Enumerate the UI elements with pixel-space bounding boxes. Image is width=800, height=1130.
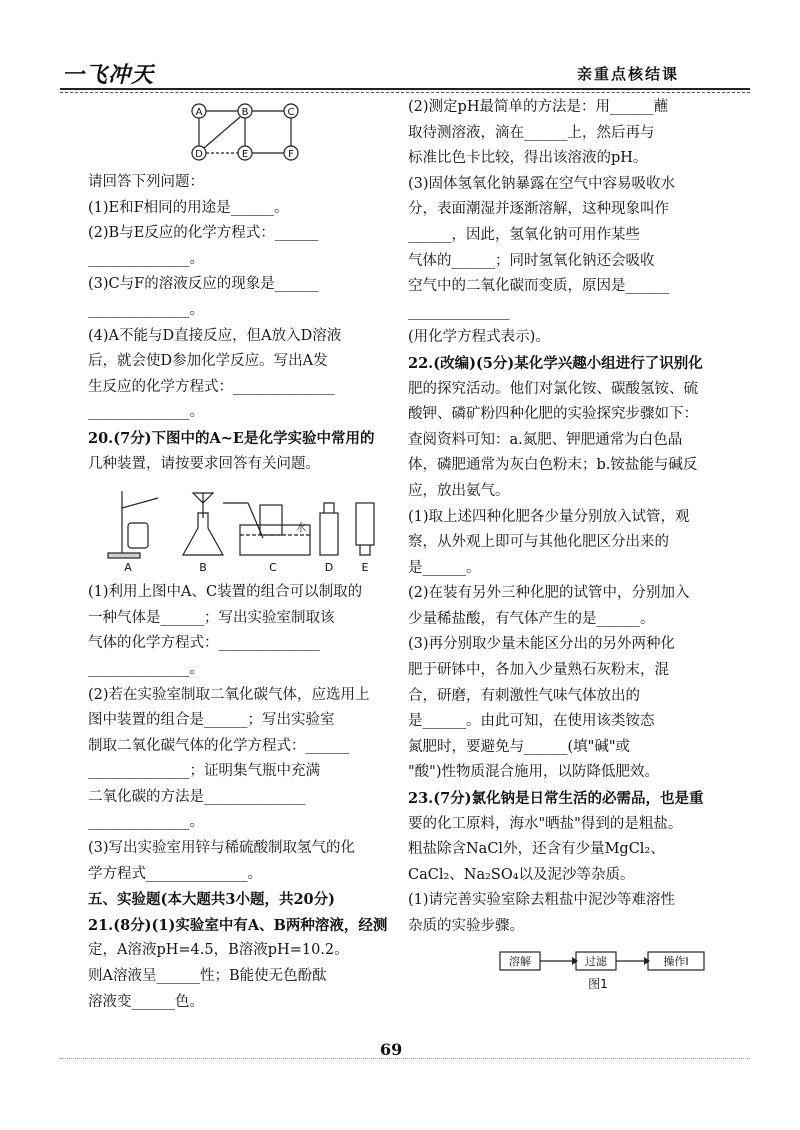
text-line: (3)固体氢氧化钠暴露在空气中容易吸收水 (408, 175, 676, 192)
apparatus-figure (88, 483, 398, 578)
series-title: 亲重点核结课 (577, 65, 680, 83)
text-line: 是______。由此可知，在使用该类铵态 (408, 713, 655, 730)
text-line: CaCl₂、Na₂SO₄以及泥沙等杂质。 (408, 866, 635, 883)
flow-step: 过滤 (585, 954, 607, 968)
question-22: 22.(改编)(5分)某化学兴趣小组进行了识别化 (408, 354, 703, 372)
text-line: 一种气体是______；写出实验室制取该 (88, 609, 335, 626)
text-line: ______________。 (88, 250, 204, 267)
text-line: 氮肥时，要避免与______(填"碱"或 (408, 738, 630, 755)
text-line: 请回答下列问题： (88, 174, 204, 190)
text-line: 空气中的二氧化碳而变质，原因是______ (408, 278, 669, 295)
question-21: 21.(8分)(1)实验室中有A、B两种溶液，经测 (88, 916, 388, 934)
text-line: 杂质的实验步骤。 (408, 918, 524, 934)
apparatus-label: C (269, 561, 277, 575)
text-line: ______________。 (88, 660, 204, 677)
apparatus-label: D (324, 561, 334, 575)
text-line: ______________。 (88, 404, 204, 421)
text-line: 溶液变______色。 (88, 993, 204, 1010)
text-line: ______________。 (88, 301, 204, 318)
text-line: (1)E和F相同的用途是______。 (88, 199, 289, 216)
text-line: 标准比色卡比较，得出该溶液的pH。 (408, 150, 648, 167)
text-line: 体，磷肥通常为灰白色粉末；b.铵盐能与碱反 (408, 457, 698, 474)
text-line: 粗盐除含NaCl外，还含有少量MgCl₂、 (408, 841, 665, 858)
node-label: D (195, 149, 203, 160)
text-line: (2)B与E反应的化学方程式：______ (88, 225, 319, 242)
text-line: 生反应的化学方程式：______________ (88, 378, 335, 395)
text-line: (2)在装有另外三种化肥的试管中，分别加入 (408, 585, 690, 602)
left-column (88, 95, 398, 1015)
water-label: 水 (296, 523, 306, 535)
text-line: 酸钾、磷矿粉四种化肥的实验探究步骤如下： (408, 406, 698, 423)
text-line: (2)测定pH最简单的方法是：用______蘸 (408, 99, 668, 115)
apparatus-svg (88, 483, 398, 578)
text-line: 气体的______；同时氢氧化钠还会吸收 (408, 252, 655, 269)
text-line: 少量稀盐酸，有气体产生的是______。 (408, 610, 655, 627)
text-line: 应，放出氨气。 (408, 482, 510, 499)
text-line: "酸")性物质混合施用，以防降低肥效。 (408, 764, 659, 781)
brand-title: 一飞冲天 (62, 62, 155, 88)
text-line: 则A溶液呈______性；B能使无色酚酞 (88, 968, 327, 985)
text-line: 图中装置的组合是______；写出实验室 (88, 712, 335, 729)
node-label: F (288, 149, 294, 160)
text-line: 定，A溶液pH=4.5，B溶液pH=10.2。 (88, 942, 349, 959)
text-line: (1)取上述四种化肥各少量分别放入试管，观 (408, 508, 690, 525)
relation-graph (88, 95, 398, 170)
text-line: 察，从外观上即可与其他化肥区分出来的 (408, 534, 669, 551)
apparatus-label: E (361, 561, 369, 575)
text-line: 几种装置，请按要求回答有关问题。 (88, 455, 320, 472)
flow-caption: 图1 (588, 976, 608, 991)
flow-diagram (408, 940, 750, 1000)
text-line: 取待测溶液，滴在______上，然后再与 (408, 124, 655, 141)
text-line: 学方程式______________。 (88, 865, 262, 882)
text-line: 制取二氧化碳气体的化学方程式：______ (88, 737, 349, 754)
text-line: 要的化工原料，海水"晒盐"得到的是粗盐。 (408, 815, 683, 832)
text-line: ______，因此，氢氧化钠可用作某些 (408, 226, 640, 243)
text-line: (3)再分别取少量未能区分出的另外两种化 (408, 636, 676, 653)
text-line: (3)C与F的溶液反应的现象是______ (88, 276, 319, 293)
text-line: ______________ (408, 303, 510, 320)
node-label: A (195, 107, 203, 118)
text-line: (1)请完善实验室除去粗盐中泥沙等难溶性 (408, 892, 676, 909)
text-line: 合，研磨，有刺激性气味气体放出的 (408, 687, 640, 704)
question-20: 20.(7分)下图中的A~E是化学实验中常用的 (88, 429, 375, 447)
text-line: (4)A不能与D直接反应，但A放入D溶液 (88, 327, 342, 344)
text-line: (3)写出实验室用锌与稀硫酸制取氢气的化 (88, 840, 356, 857)
header-rule (60, 88, 750, 90)
node-label: E (241, 149, 249, 160)
page-number: 69 (380, 1040, 403, 1059)
text-line: 后，就会使D参加化学反应。写出A发 (88, 353, 328, 370)
text-line: (2)若在实验室制取二氧化碳气体，应选用上 (88, 686, 370, 703)
flow-step: 操作Ⅰ (663, 954, 689, 968)
text-line: 二氧化碳的方法是______________ (88, 788, 306, 805)
relation-graph-svg (88, 95, 398, 170)
flow-step: 溶解 (509, 954, 531, 968)
question-23: 23.(7分)氯化钠是日常生活的必需品，也是重 (408, 790, 704, 808)
text-line: 是______。 (408, 559, 481, 576)
text-line: 肥于研钵中，各加入少量熟石灰粉末，混 (408, 662, 669, 679)
text-line: 肥的探究活动。他们对氯化铵、碳酸氢铵、硫 (408, 380, 698, 397)
footer-rule (60, 1058, 750, 1059)
text-line: ______________；证明集气瓶中充满 (88, 763, 320, 780)
right-column (408, 95, 750, 1000)
text-line: 气体的化学方程式：______________ (88, 635, 320, 652)
text-line: 分，表面潮湿并逐渐溶解，这种现象叫作 (408, 201, 669, 218)
text-line: (用化学方程式表示)。 (408, 329, 550, 346)
text-line: ______________。 (88, 814, 204, 831)
header-rule-dashed (60, 92, 750, 93)
flow-svg (408, 940, 750, 1000)
apparatus-label: B (199, 561, 207, 575)
text-line: (1)利用上图中A、C装置的组合可以制取的 (88, 584, 363, 601)
apparatus-label: A (124, 561, 132, 575)
node-label: B (241, 107, 249, 118)
section-5-title: 五、实验题(本大题共3小题，共20分) (88, 891, 335, 909)
text-line: 查阅资料可知：a.氮肥、钾肥通常为白色晶 (408, 431, 683, 448)
node-label: C (287, 107, 295, 118)
